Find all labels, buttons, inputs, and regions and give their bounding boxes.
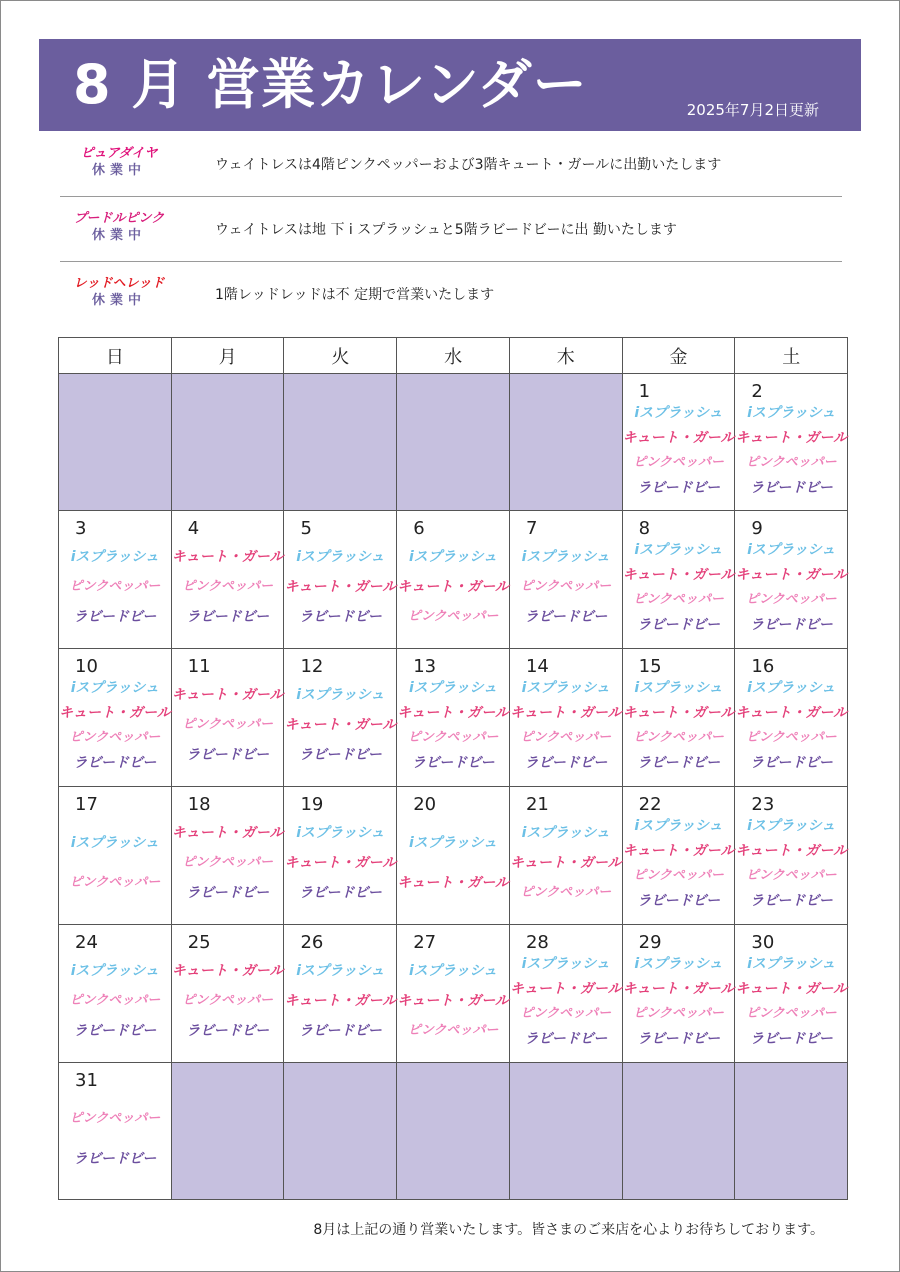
store-splash-logo: iスプラッシュ [521,956,610,972]
store-splash-logo: iスプラッシュ [747,818,836,834]
store-splash-logo: iスプラッシュ [408,963,498,979]
store-pink-logo: ピンクペッパー [520,730,612,745]
empty-day-cell [397,1063,510,1200]
store-list [735,542,847,633]
day-cell [397,511,510,649]
store-cute-logo: キュート・ガール [397,993,509,1009]
store-list [623,405,735,496]
day-cell [735,787,848,925]
day-number: 10 [75,656,98,677]
store-pink-logo: ピンクペッパー [69,579,161,594]
store-list [397,549,509,625]
store-rabi-logo: ラビードビー [298,1023,382,1039]
empty-day-cell [735,1063,848,1200]
calendar-grid [58,337,848,1200]
empty-day-cell [171,1063,284,1200]
notice-pure-diamond [60,132,842,197]
notice-text: ウェイトレスは4階ピンクペッパーおよび3階キュート・ガールに出勤いたします [215,157,722,173]
day-cell [622,649,735,787]
store-splash-logo: iスプラッシュ [747,405,836,421]
weekday-header: 木 [509,338,622,374]
store-list [735,818,847,909]
store-splash-logo: iスプラッシュ [70,963,159,979]
store-pink-logo: ピンクペッパー [182,717,273,732]
store-splash-logo: iスプラッシュ [296,687,385,703]
day-number: 13 [413,656,437,677]
day-cell [509,649,622,787]
store-rabi-logo: ラビードビー [749,617,833,633]
store-cute-logo: キュート・ガール [284,717,397,733]
store-splash-logo: iスプラッシュ [634,680,723,696]
store-list [623,956,735,1047]
store-splash-logo: iスプラッシュ [296,549,385,565]
store-pink-logo: ピンクペッパー [745,730,837,745]
store-list [59,680,171,771]
store-rabi-logo: ラビードビー [186,885,270,901]
store-rabi-logo: ラビードビー [298,885,382,901]
day-number: 2 [751,381,763,402]
store-cute-logo: キュート・ガール [622,567,735,583]
store-cute-logo: キュート・ガール [622,430,735,446]
store-rabi-logo: ラビードビー [298,609,382,625]
weekday-header: 水 [397,338,510,374]
store-list [172,549,284,625]
store-pink-logo: ピンクペッパー [633,730,724,745]
store-list [735,405,847,496]
store-cute-logo: キュート・ガール [622,705,735,721]
calendar-header [39,39,861,131]
day-number: 31 [75,1070,98,1091]
day-cell [59,1063,172,1200]
store-rabi-logo: ラビードビー [73,755,157,771]
day-number: 7 [525,518,538,539]
store-cute-logo: キュート・ガール [171,687,284,703]
store-rabi-logo: ラビードビー [637,480,720,496]
day-number: 12 [300,656,324,677]
day-number: 3 [75,518,87,539]
store-splash-logo: iスプラッシュ [70,549,159,565]
store-splash-logo: iスプラッシュ [521,680,610,696]
store-splash-logo: iスプラッシュ [634,956,723,972]
weekday-header: 火 [284,338,397,374]
store-list [623,818,735,909]
store-splash-logo: iスプラッシュ [408,680,498,696]
day-cell [171,787,284,925]
day-number: 16 [751,656,775,677]
store-pink-logo: ピンクペッパー [69,730,161,745]
day-cell [284,649,397,787]
day-number: 15 [638,656,662,677]
notice-text: 1階レッドレッドは不 定期で営業いたします [215,287,495,303]
store-list [397,963,509,1039]
closed-status: 休業中 [91,163,146,178]
day-cell [171,925,284,1063]
store-rabi-logo: ラビードビー [637,1031,720,1047]
store-cute-logo: キュート・ガール [509,855,622,871]
store-splash-logo: iスプラッシュ [634,405,723,421]
day-cell [59,511,172,649]
day-number: 28 [525,932,549,953]
store-splash-logo: iスプラッシュ [634,542,723,558]
day-cell [59,649,172,787]
store-rabi-logo: ラビードビー [186,609,270,625]
day-number: 22 [638,794,662,815]
day-number: 20 [413,794,437,815]
day-number: 19 [300,794,324,815]
store-pink-logo: ピンクペッパー [745,1006,837,1021]
store-rabi-logo: ラビードビー [749,893,833,909]
store-rabi-logo: ラビードビー [186,747,270,763]
store-cute-logo: キュート・ガール [735,567,848,583]
store-cute-logo: キュート・ガール [622,843,735,859]
week-row [59,511,848,649]
store-list [59,1111,171,1167]
empty-day-cell [171,374,284,511]
notice-text: ウェイトレスは地 下 i スプラッシュと5階ラビードビーに出 勤いたします [215,222,677,238]
day-number: 29 [638,932,662,953]
day-cell [509,787,622,925]
day-cell [59,925,172,1063]
store-pink-logo: ピンクペッパー [407,609,499,624]
day-number: 27 [413,932,437,953]
day-cell [622,511,735,649]
store-cute-logo: キュート・ガール [397,705,509,721]
empty-day-cell [397,374,510,511]
day-cell [509,511,622,649]
store-rabi-logo: ラビードビー [524,609,608,625]
store-list [284,687,396,763]
empty-day-cell [59,374,172,511]
store-pink-logo: ピンクペッパー [745,592,837,607]
day-number: 24 [75,932,98,953]
updated-date: 2025年7月2日更新 [686,101,819,119]
store-list [284,549,396,625]
day-number: 9 [751,518,763,539]
closed-status: 休業中 [91,228,146,243]
day-cell [735,374,848,511]
store-rabi-logo: ラビードビー [73,1023,157,1039]
day-cell [622,925,735,1063]
store-rabi-logo: ラビードビー [524,755,608,771]
store-cute-logo: キュート・ガール [284,579,397,595]
day-cell [171,649,284,787]
weekday-header: 土 [735,338,848,374]
store-list [510,680,622,771]
store-pink-logo: ピンクペッパー [69,875,161,890]
day-number: 1 [638,381,651,402]
day-number: 23 [751,794,775,815]
store-pink-logo: ピンクペッパー [182,855,273,870]
pure-diamond-logo [64,146,174,179]
store-pink-logo: ピンクペッパー [407,1023,499,1038]
store-cute-logo: キュート・ガール [509,981,622,997]
store-rabi-logo: ラビードビー [524,1031,608,1047]
store-rabi-logo: ラビードビー [411,755,495,771]
week-row [59,925,848,1063]
store-cute-logo: キュート・ガール [735,843,848,859]
store-pink-logo: ピンクペッパー [182,993,273,1008]
day-cell [284,787,397,925]
store-pink-logo: ピンクペッパー [182,579,273,594]
day-number: 4 [187,518,200,539]
store-rabi-logo: ラビードビー [749,1031,833,1047]
week-row [59,1063,848,1200]
store-list [59,835,171,891]
day-cell [59,787,172,925]
store-pink-logo: ピンクペッパー [520,579,612,594]
store-cute-logo: キュート・ガール [171,549,284,565]
store-splash-logo: iスプラッシュ [521,825,610,841]
store-list [735,956,847,1047]
store-splash-logo: iスプラッシュ [634,818,723,834]
empty-day-cell [284,374,397,511]
store-cute-logo: キュート・ガール [284,855,397,871]
store-pink-logo: ピンクペッパー [633,1006,724,1021]
store-list [172,963,284,1039]
store-cute-logo: キュート・ガール [735,430,848,446]
store-rabi-logo: ラビードビー [749,480,833,496]
store-splash-logo: iスプラッシュ [747,680,836,696]
store-splash-logo: iスプラッシュ [747,542,836,558]
empty-day-cell [622,1063,735,1200]
store-splash-logo: iスプラッシュ [747,956,836,972]
store-list [510,825,622,901]
day-number: 5 [300,518,312,539]
store-pink-logo: ピンクペッパー [745,868,837,883]
store-pink-logo: ピンクペッパー [407,730,499,745]
day-cell [735,649,848,787]
store-rabi-logo: ラビードビー [186,1023,270,1039]
day-number: 11 [187,656,211,677]
store-pink-logo: ピンクペッパー [633,592,724,607]
store-list [59,963,171,1039]
poodle-pink-logo-text: プードルピンク [73,211,165,226]
store-pink-logo: ピンクペッパー [520,1006,612,1021]
day-number: 25 [187,932,211,953]
store-rabi-logo: ラビードビー [637,617,720,633]
store-pink-logo: ピンクペッパー [520,885,612,900]
store-cute-logo: キュート・ガール [171,825,284,841]
store-splash-logo: iスプラッシュ [408,835,498,851]
store-list [510,549,622,625]
store-splash-logo: iスプラッシュ [70,680,159,696]
pure-diamond-logo-text: ピュアダイヤ [80,146,158,161]
store-list [59,549,171,625]
day-number: 30 [751,932,775,953]
day-number: 14 [525,656,549,677]
page-title: 8 月 営業カレンダー [73,53,588,116]
day-number: 21 [525,794,549,815]
store-list [623,542,735,633]
day-cell [509,925,622,1063]
poodle-pink-logo [64,211,174,244]
store-cute-logo: キュート・ガール [735,705,848,721]
day-cell [397,649,510,787]
week-row [59,649,848,787]
week-row [59,787,848,925]
weekday-header: 日 [59,338,172,374]
store-list [172,687,284,763]
day-cell [735,925,848,1063]
red-red-logo-text: レッドヘレッド [73,276,165,291]
store-list [397,680,509,771]
day-cell [284,925,397,1063]
store-cute-logo: キュート・ガール [622,981,735,997]
empty-day-cell [509,1063,622,1200]
store-rabi-logo: ラビードビー [749,755,833,771]
day-number: 8 [638,518,651,539]
day-cell [735,511,848,649]
store-list [284,963,396,1039]
store-cute-logo: キュート・ガール [59,705,171,721]
store-pink-logo: ピンクペッパー [69,993,161,1008]
store-list [735,680,847,771]
store-splash-logo: iスプラッシュ [296,825,385,841]
store-pink-logo: ピンクペッパー [633,868,724,883]
store-rabi-logo: ラビードビー [637,755,720,771]
day-number: 18 [187,794,211,815]
store-cute-logo: キュート・ガール [284,993,397,1009]
footer-note: 8月は上記の通り営業いたします。皆さまのご来店を心よりお待ちしております。 [313,1222,824,1238]
store-rabi-logo: ラビードビー [73,609,157,625]
day-cell [397,787,510,925]
empty-day-cell [284,1063,397,1200]
store-pink-logo: ピンクペッパー [69,1111,161,1126]
store-list [623,680,735,771]
store-list [510,956,622,1047]
store-pink-logo: ピンクペッパー [633,455,724,470]
weekday-header-row [59,338,848,374]
weekday-header: 金 [622,338,735,374]
weekday-header: 月 [171,338,284,374]
store-splash-logo: iスプラッシュ [408,549,498,565]
store-rabi-logo: ラビードビー [298,747,382,763]
day-cell [397,925,510,1063]
store-cute-logo: キュート・ガール [397,875,509,891]
notice-poodle-pink [60,197,842,262]
day-cell [284,511,397,649]
store-cute-logo: キュート・ガール [735,981,848,997]
notice-red-red [60,262,842,326]
red-red-logo [64,276,174,309]
store-list [172,825,284,901]
day-number: 6 [413,518,425,539]
store-splash-logo: iスプラッシュ [521,549,610,565]
empty-day-cell [509,374,622,511]
store-cute-logo: キュート・ガール [509,705,622,721]
day-number: 17 [75,794,98,815]
week-row [59,374,848,511]
store-cute-logo: キュート・ガール [171,963,284,979]
store-splash-logo: iスプラッシュ [70,835,159,851]
closed-status: 休業中 [91,293,146,308]
store-pink-logo: ピンクペッパー [745,455,837,470]
store-rabi-logo: ラビードビー [637,893,720,909]
store-list [397,835,509,891]
day-number: 26 [300,932,324,953]
day-cell [171,511,284,649]
day-cell [622,374,735,511]
day-cell [622,787,735,925]
store-splash-logo: iスプラッシュ [296,963,385,979]
store-rabi-logo: ラビードビー [73,1151,157,1167]
store-cute-logo: キュート・ガール [397,579,509,595]
store-list [284,825,396,901]
